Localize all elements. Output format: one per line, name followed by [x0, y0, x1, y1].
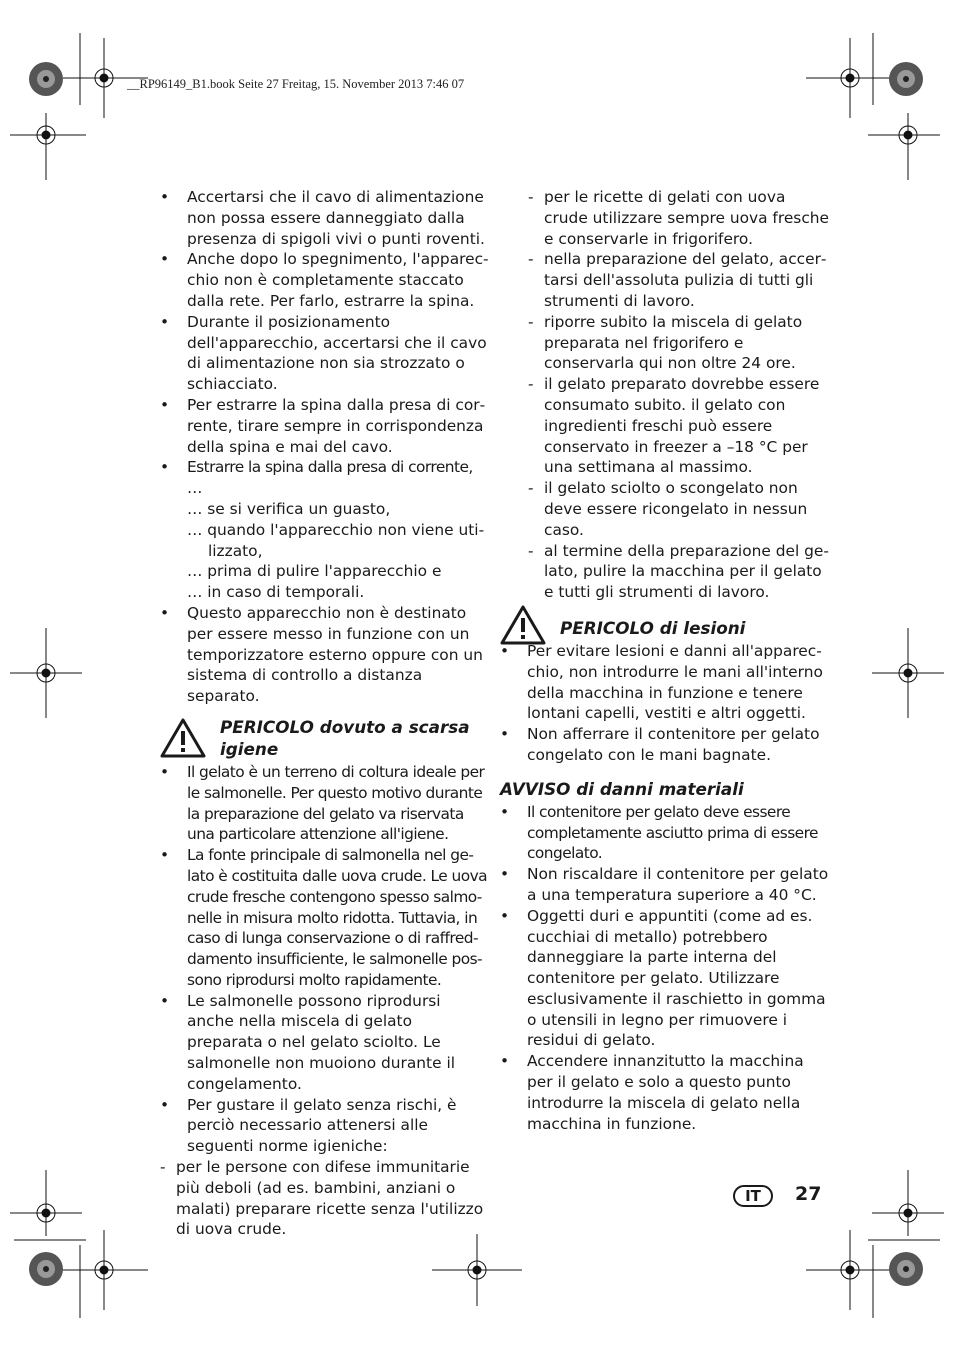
sub-list-item: - nella preparazione del gelato, accertarsi dell'assoluta pulizia di tutti gli strumenti di lavoro. [528, 250, 827, 310]
list-item: • Il contenitore per gelato deve essere completamente asciutto prima di essere congelato. [500, 802, 818, 863]
damage-notice-heading: AVVISO di danni materiali [500, 778, 744, 799]
list-item: • Non afferrare il contenitore per gelato congelato con le mani bagnate. [500, 725, 820, 764]
page-number: 27 [795, 1183, 822, 1205]
list-item: • La fonte principale di salmonella nel gelato è costituita dalle uova crude. Le uova crude fresche contengono spesso salmonelle in misura molto ridotta. Tuttavia, in caso di lunga conservazione o di raffreddamento insufficiente, le salmonelle possono riprodursi molto rapidamente. [160, 846, 488, 989]
list-item: • Per gustare il gelato senza rischi, è perciò necessario attenersi alle seguenti norme igieniche: [160, 1095, 457, 1156]
unplug-case: … se si verifica un guasto, [187, 499, 391, 518]
sub-list-item: - il gelato preparato dovrebbe essere consumato subito. il gelato con ingredienti freschi può essere conservato in freezer a –18 °C per una settimana al massimo. [528, 375, 820, 477]
print-slug: __RP96149_B1.book Seite 27 Freitag, 15. November 2013 7:46 07 [127, 77, 465, 91]
sub-list-item: - per le ricette di gelati con uova crude utilizzare sempre uova fresche e conservarle in frigorifero. [528, 188, 830, 248]
list-item: • Durante il posizionamento dell'apparecchio, accertarsi che il cavo di alimentazione non sia strozzato o schiacciato. [160, 312, 487, 394]
language-badge: IT [733, 1185, 773, 1207]
sub-list-item: - il gelato sciolto o scongelato non deve essere ricongelato in nessun caso. [528, 479, 808, 539]
list-item: • Accertarsi che il cavo di alimentazione non possa essere danneggiato dalla presenza di spigoli vivi o punti roventi. [160, 188, 485, 248]
left-column [160, 187, 490, 1240]
list-item: • Le salmonelle possono riprodursi anche nella miscela di gelato preparata o nel gelato sciolto. Le salmonelle non muoiono durante il congelamento. [160, 991, 455, 1093]
list-item: • Il gelato è un terreno di coltura ideale per le salmonelle. Per questo motivo durante la preparazione del gelato va riservata una particolare attenzione all'igiene. [160, 762, 485, 844]
sub-list-item: - al termine della preparazione del gelato, pulire la macchina per il gelato e tutti gli strumenti di lavoro. [528, 541, 829, 602]
sub-list-item: - riporre subito la miscela di gelato preparata nel frigorifero e conservarla qui non oltre 24 ore. [528, 312, 803, 373]
list-item: • Oggetti duri e appuntiti (come ad es. cucchiai di metallo) potrebbero danneggiare la parte interna del contenitore per gelato. Utilizzare esclusivamente il raschietto in gomma o utensili in legno per rimuovere i residui di gelato. [500, 906, 826, 1050]
list-item: • Questo apparecchio non è destinato per essere messo in funzione con un temporizzatore esterno oppure con un sistema di controllo a distanza separato. [160, 603, 483, 706]
list-item: • Non riscaldare il contenitore per gelato a una temperatura superiore a 40 °C. [500, 865, 829, 904]
sub-list-item: - per le persone con difese immunitarie più deboli (ad es. bambini, anziani o malati) preparare ricette senza l'utilizzo di uova crude. [160, 1158, 484, 1239]
unplug-case: … quando l'apparecchio non viene utilizzato, [187, 520, 485, 560]
unplug-case: … prima di pulire l'apparecchio e [187, 562, 442, 581]
list-item: • Per estrarre la spina dalla presa di corrente, tirare sempre in corrispondenza della spina e mai del cavo. [160, 395, 486, 456]
injury-warning-heading: PERICOLO di lesioni [500, 617, 830, 639]
list-item: • Anche dopo lo spegnimento, l'apparecchio non è completamente staccato dalla rete. Per farlo, estrarre la spina. [160, 250, 489, 310]
list-item: • Estrarre la spina dalla presa di corrente, … [160, 458, 473, 498]
warning-triangle-icon [160, 718, 206, 758]
list-item: • Accendere innanzitutto la macchina per il gelato e solo a questo punto introdurre la miscela di gelato nella macchina in funzione. [500, 1052, 804, 1133]
hygiene-warning-heading: PERICOLO dovuto a scarsa igiene [160, 716, 490, 760]
unplug-case: … in caso di temporali. [187, 583, 365, 602]
right-column [500, 187, 830, 1134]
list-item: • Per evitare lesioni e danni all'apparecchio, non introdurre le mani all'interno della macchina in funzione e tenere lontani capelli, vestiti e altri oggetti. [500, 641, 823, 723]
warning-triangle-icon [500, 605, 546, 645]
